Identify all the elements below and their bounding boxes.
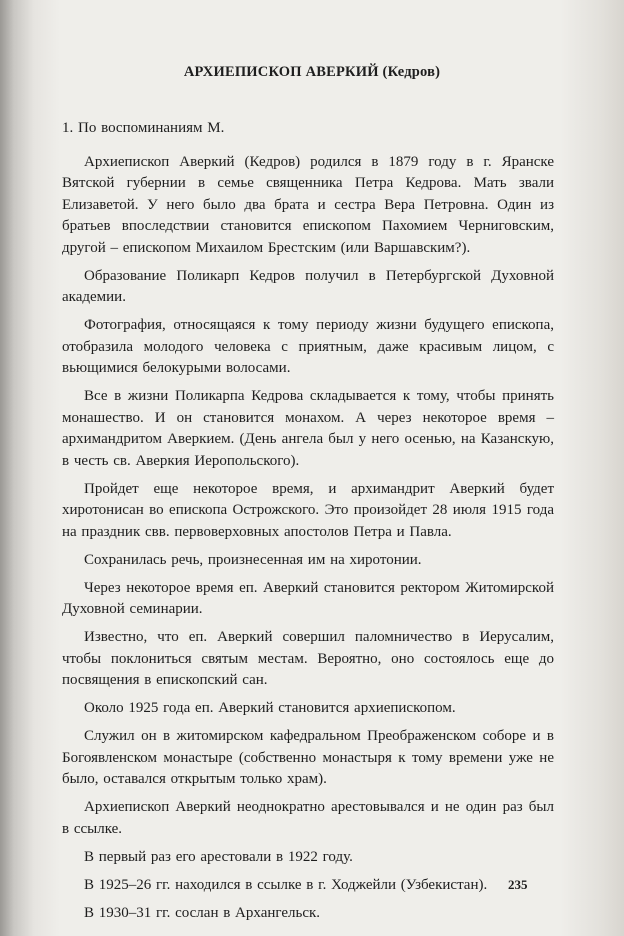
page-title: АРХИЕПИСКОП АВЕРКИЙ (Кедров) xyxy=(183,64,441,80)
body-text xyxy=(62,118,554,931)
paragraph-5: Пройдет еще некоторое время, и архимандрит Аверкий будет хиротонисан во епископа Острожского. Это произойдет 28 июля 1915 года на праздник свв. первоверховных апостолов Петра и Павла. xyxy=(62,480,554,540)
paragraph-8: Известно, что еп. Аверкий совершил паломничество в Иерусалим, чтобы поклониться святым местам. Вероятно, оно состоялось еще до посвящения в епископский сан. xyxy=(62,629,554,688)
paragraph-2: Образование Поликарп Кедров получил в Петербургской Духовной академии. xyxy=(62,267,554,305)
page-number: 235 xyxy=(508,877,528,892)
paragraph-9: Около 1925 года еп. Аверкий становится архиепископом. xyxy=(84,700,456,716)
paragraph-11: Архиепископ Аверкий неоднократно арестовывался и не один раз был в ссылке. xyxy=(62,799,554,837)
paragraph-13: В 1925–26 гг. находился в ссылке в г. Ходжейли (Узбекистан). xyxy=(84,876,488,893)
paragraph-6: Сохранилась речь, произнесенная им на хиротонии. xyxy=(84,551,422,568)
paragraph-7: Через некоторое время еп. Аверкий становится ректором Житомирской Духовной семинарии. xyxy=(62,579,554,617)
paragraph-10: Служил он в житомирском кафедральном Преображенском соборе и в Богоявленском монастыре (собственно монастыря к тому времени уже не было, оставался открытым только храм). xyxy=(62,728,554,787)
paragraph-1: Архиепископ Аверкий (Кедров) родился в 1879 году в г. Яранске Вятской губернии в семье священника Петра Кедрова. Мать звали Елизаветой. У него было два брата и сестра Вера Петровна. Один из братьев впоследствии становится епископом Пахомием Черниговским, другой – епископом Михаилом Брестским (или Варшавским?). xyxy=(62,153,554,256)
paragraph-12: В первый раз его арестовали в 1922 году. xyxy=(84,848,353,865)
footnote-line: 1. По воспоминаниям М. xyxy=(62,120,225,136)
paragraph-14: В 1930–31 гг. сослан в Архангельск. xyxy=(84,904,321,921)
paragraph-4: Все в жизни Поликарпа Кедрова складывается к тому, чтобы принять монашество. И он становится монахом. А через некоторое время – архимандритом Аверкием. (День ангела был у него осенью, на Казанскую, в честь св. Аверкия Иеропольского). xyxy=(62,388,554,469)
paragraph-3: Фотография, относящаяся к тому периоду жизни будущего епископа, отобразила молодого человека с приятным, даже красивым лицом, с вьющимися белокурыми волосами. xyxy=(62,317,554,376)
